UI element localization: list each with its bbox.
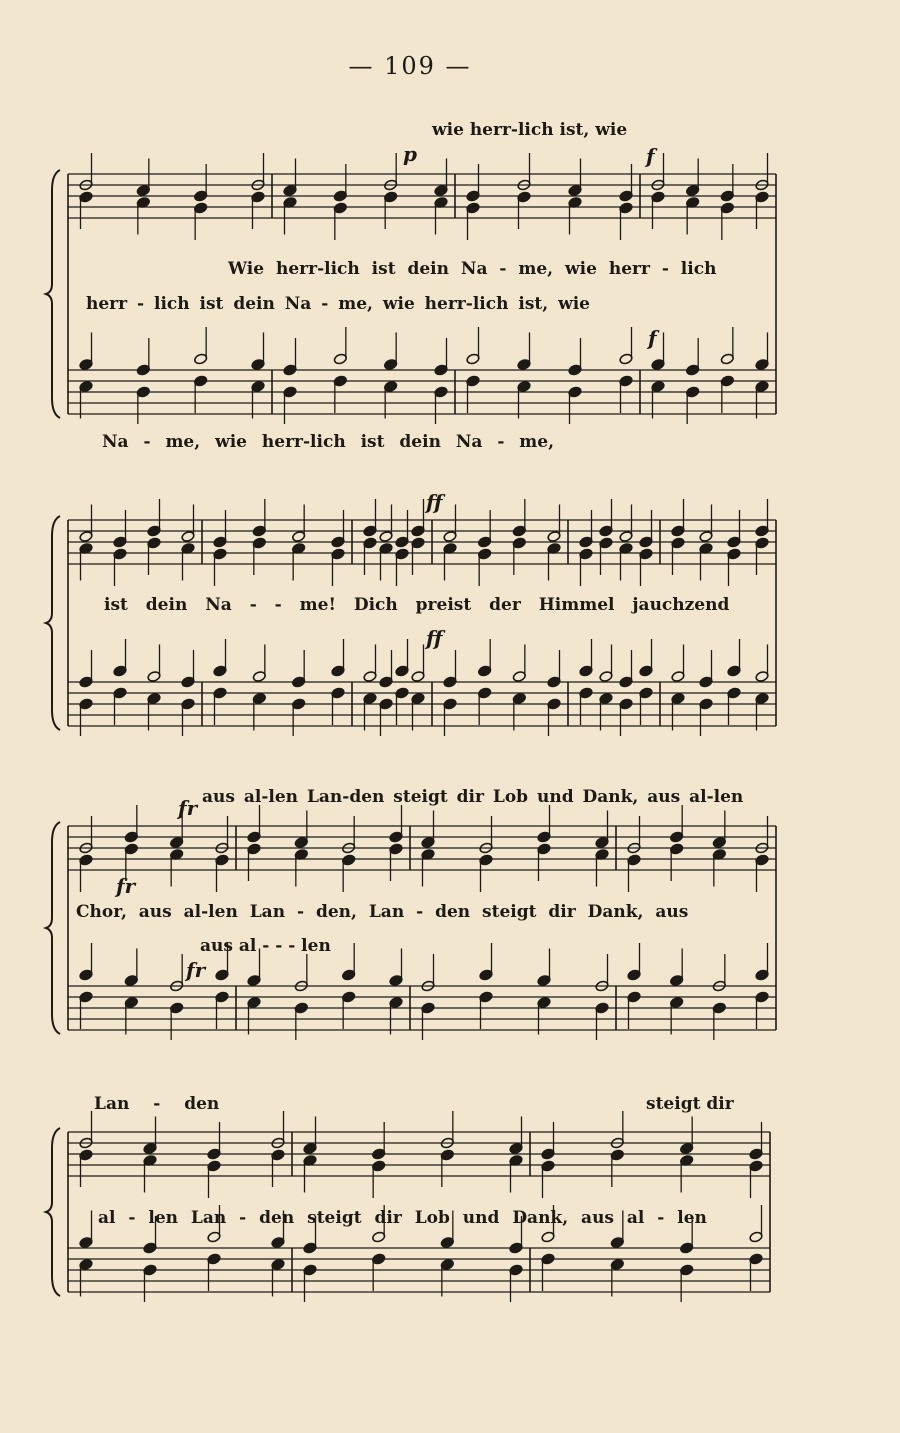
system1-lower-lyric-above: herr - lich ist dein Na - me, wie herr-lich ist, wie [86, 294, 590, 314]
dynamic-mark: ff [426, 490, 443, 514]
dynamic-mark: ff [426, 626, 443, 650]
system-brace [46, 516, 60, 730]
dynamic-mark: f [646, 144, 655, 168]
system4-upper-lyric-below: al - len Lan - den steigt dir Lob und Dank, aus al - len [98, 1208, 707, 1228]
system4-upper-lyric-above-right: steigt dir [646, 1094, 734, 1114]
system3-lower-lyric-above: aus al - - - len [200, 936, 331, 956]
page-number: — 109 — [348, 52, 472, 80]
dynamic-mark: f [648, 326, 657, 350]
dynamic-mark: p [403, 142, 417, 166]
system1-lower-lyric-below: Na - me, wie herr-lich ist dein Na - me, [102, 432, 555, 452]
system-brace [46, 822, 60, 1034]
system2-upper-lyric-below: ist dein Na - - me! Dich preist der Himmel jauchzend [104, 595, 730, 615]
dynamic-mark: fr [116, 874, 136, 898]
system3-upper-lyric-below: Chor, aus al-len Lan - den, Lan - den steigt dir Dank, aus [76, 902, 689, 922]
system1-upper-lyric-below: Wie herr-lich ist dein Na - me, wie herr - lich [228, 259, 717, 279]
system1-upper-lyric-above: wie herr-lich ist, wie [432, 120, 628, 140]
dynamic-mark: fr [178, 796, 198, 820]
system3-upper-lyric-above: aus al-len Lan-den steigt dir Lob und Dank, aus al-len [202, 787, 744, 807]
system4-upper-lyric-above-left: Lan - den [94, 1094, 220, 1114]
system-brace [46, 1128, 60, 1296]
dynamic-mark: fr [186, 958, 206, 982]
system-brace [46, 170, 60, 418]
